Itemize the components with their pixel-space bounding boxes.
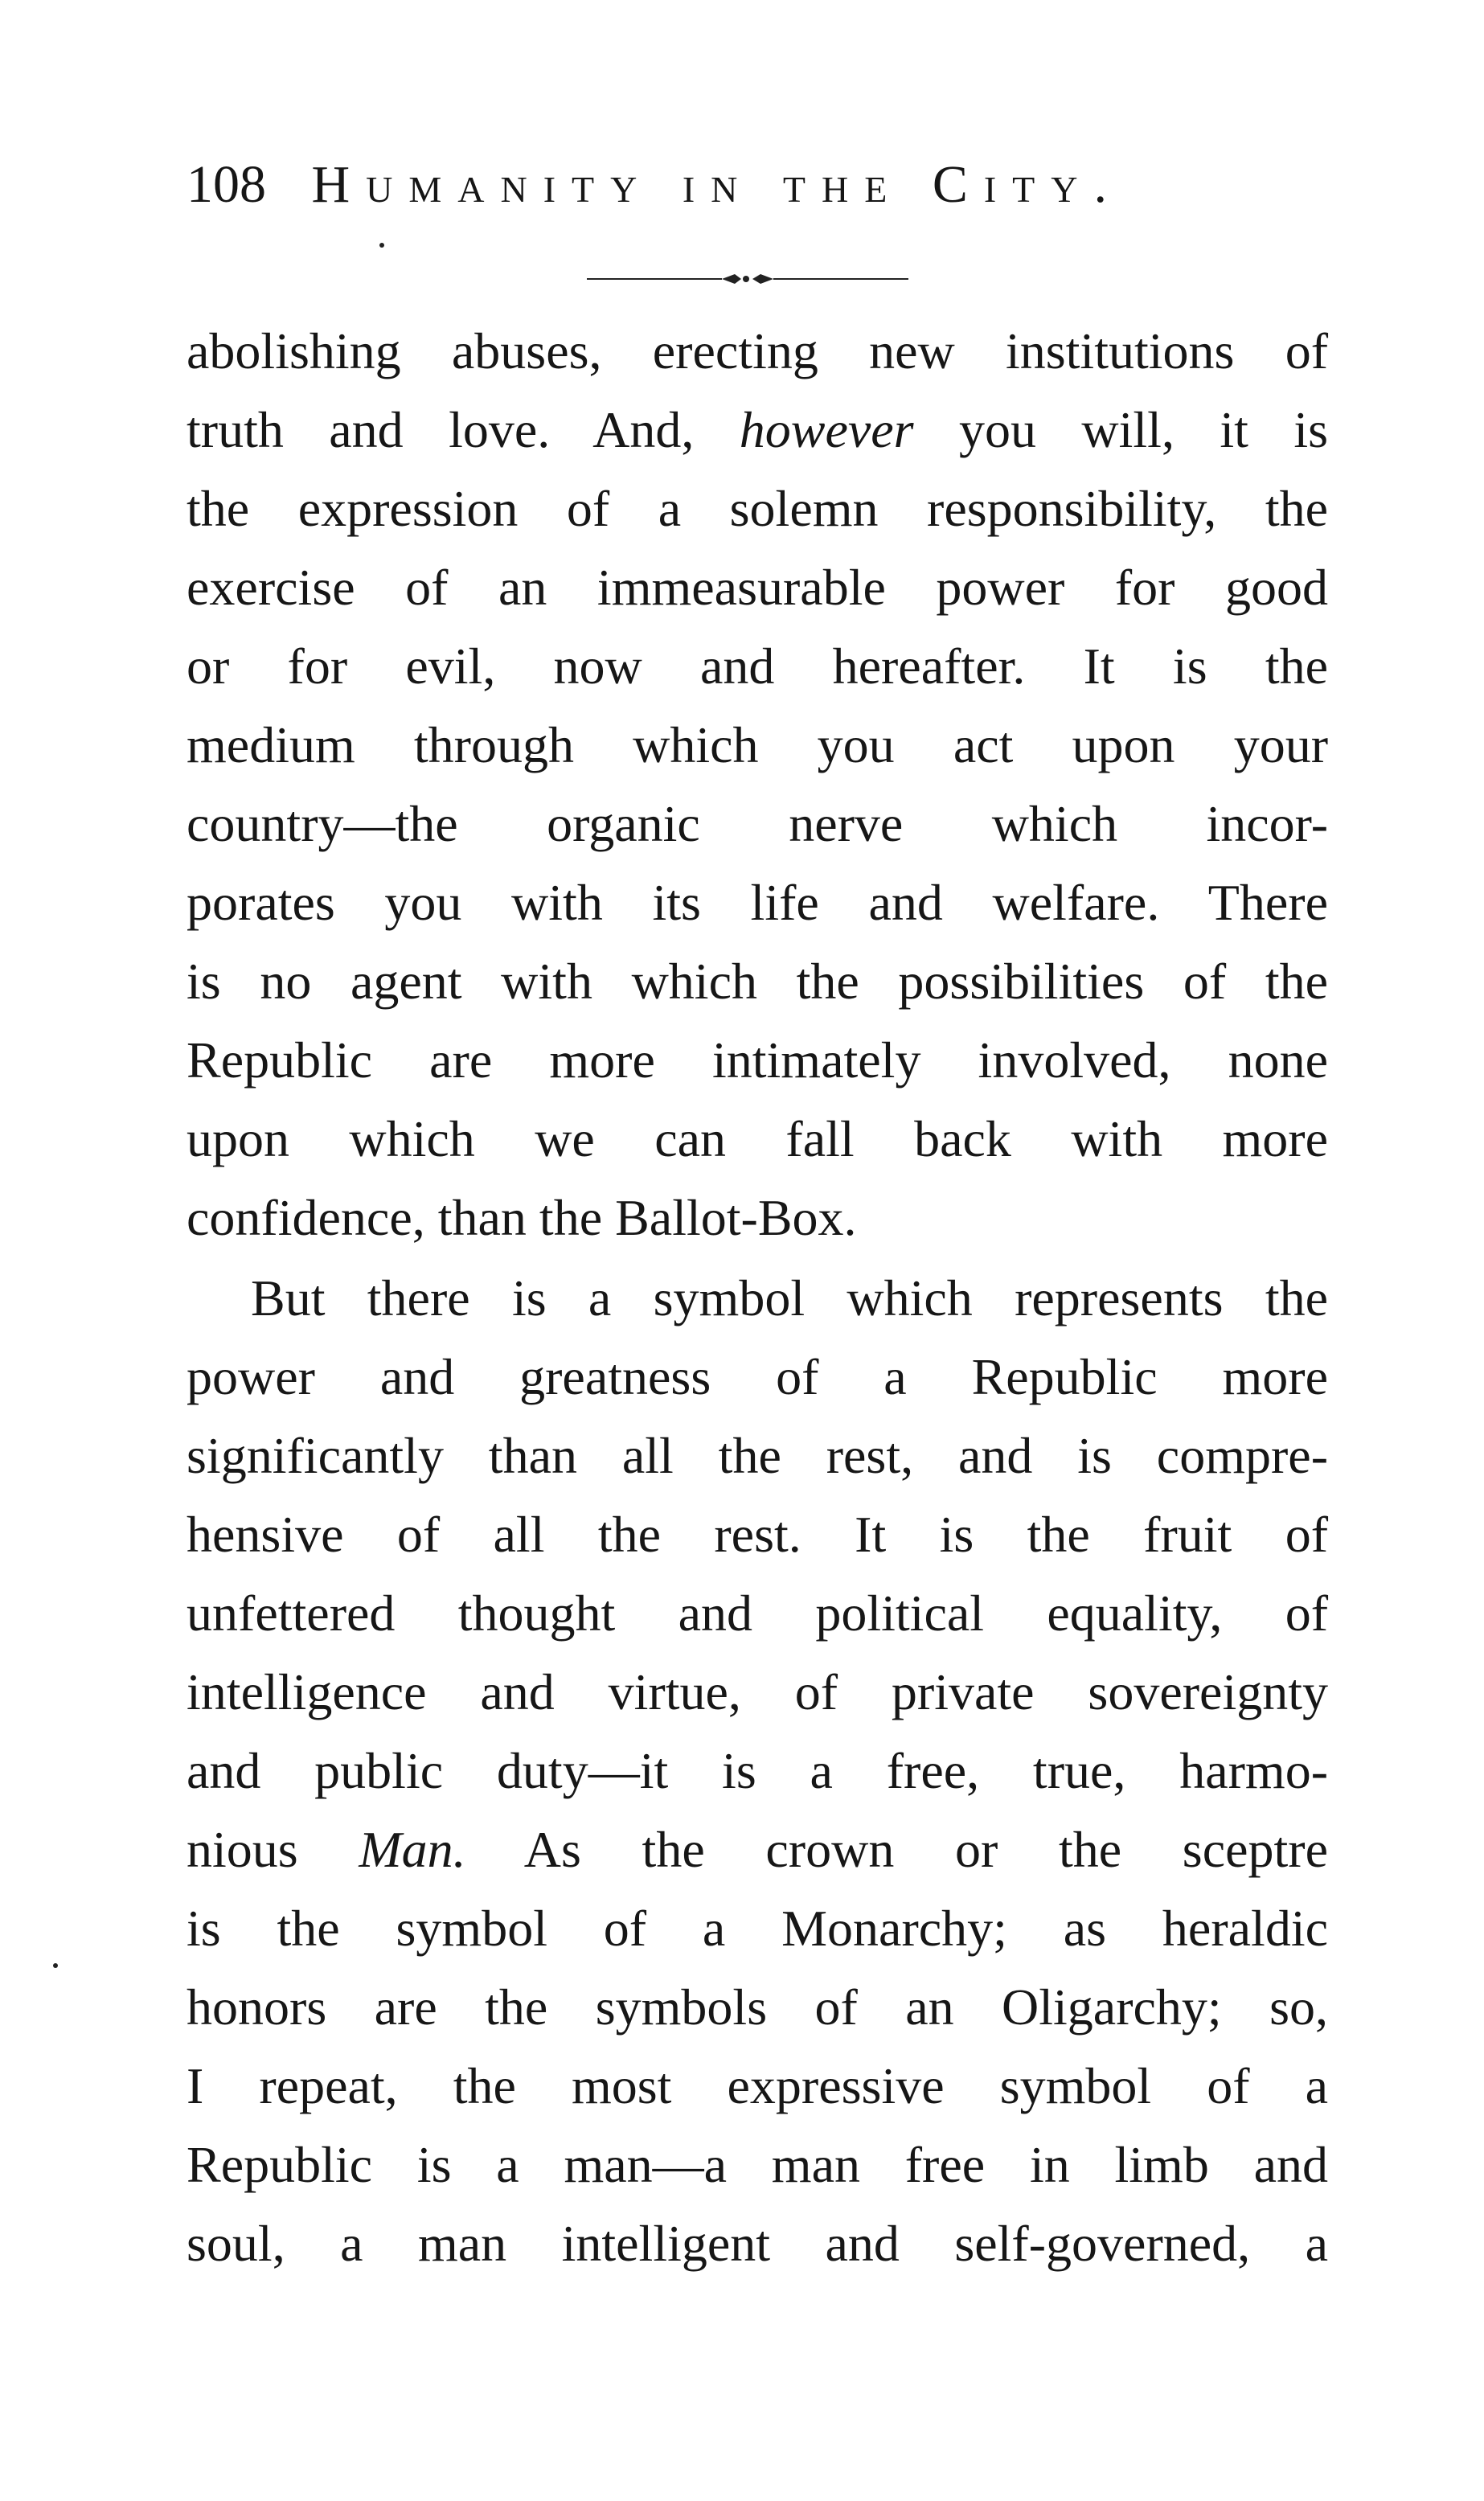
running-head — [187, 153, 1328, 217]
page-number: 108 — [187, 155, 266, 214]
text-line: hensive of all the rest. It is the fruit of — [187, 1506, 1328, 1563]
text-line: unfettered thought and political equality, of — [187, 1585, 1328, 1642]
text-line: honors are the symbols of an Oligarchy; so, — [187, 1978, 1328, 2036]
text-line: power and greatness of a Republic more — [187, 1348, 1328, 1405]
text-line: exercise of an immeasurable power for good — [187, 559, 1328, 616]
text-line: nious Man. As the crown or the sceptre — [187, 1821, 1329, 1878]
text-line: But there is a symbol which represents the — [251, 1269, 1328, 1326]
text-line: medium through which you act upon your — [187, 716, 1328, 773]
text-line: the expression of a solemn responsibility, the — [187, 480, 1328, 537]
print-speck — [53, 1963, 58, 1968]
body-text — [187, 312, 1328, 2283]
text-line: intelligence and virtue, of private sovereignty — [187, 1663, 1328, 1720]
text-line: upon which we can fall back with more — [187, 1110, 1328, 1167]
text-line: soul, a man intelligent and self-governed, a — [187, 2215, 1328, 2272]
text-line: significantly than all the rest, and is compre- — [187, 1427, 1328, 1484]
text-line: is no agent with which the possibilities of the — [187, 953, 1328, 1010]
text-line: is the symbol of a Monarchy; as heraldic — [187, 1900, 1328, 1957]
text-line: porates you with its life and welfare. There — [187, 874, 1328, 931]
text-line: Republic are more intimately involved, none — [187, 1031, 1328, 1089]
running-head-title: Humanity in the City. — [311, 155, 1123, 214]
text-line: truth and love. And, however you will, it is — [187, 401, 1328, 458]
text-line: Republic is a man—a man free in limb and — [187, 2136, 1328, 2193]
ornament-rule-icon — [587, 273, 908, 285]
text-line: and public duty—it is a free, true, harmo- — [187, 1742, 1328, 1799]
print-speck — [379, 243, 384, 248]
italic-word: however — [739, 401, 914, 458]
text-line: I repeat, the most expressive symbol of a — [187, 2057, 1328, 2114]
text-line: abolishing abuses, erecting new institutions of — [187, 322, 1328, 379]
text-line: confidence, than the Ballot-Box. — [187, 1189, 857, 1246]
text-line: country—the organic nerve which incor- — [187, 795, 1328, 852]
italic-word: Man. — [359, 1821, 466, 1878]
text-line: or for evil, now and hereafter. It is the — [187, 638, 1328, 695]
